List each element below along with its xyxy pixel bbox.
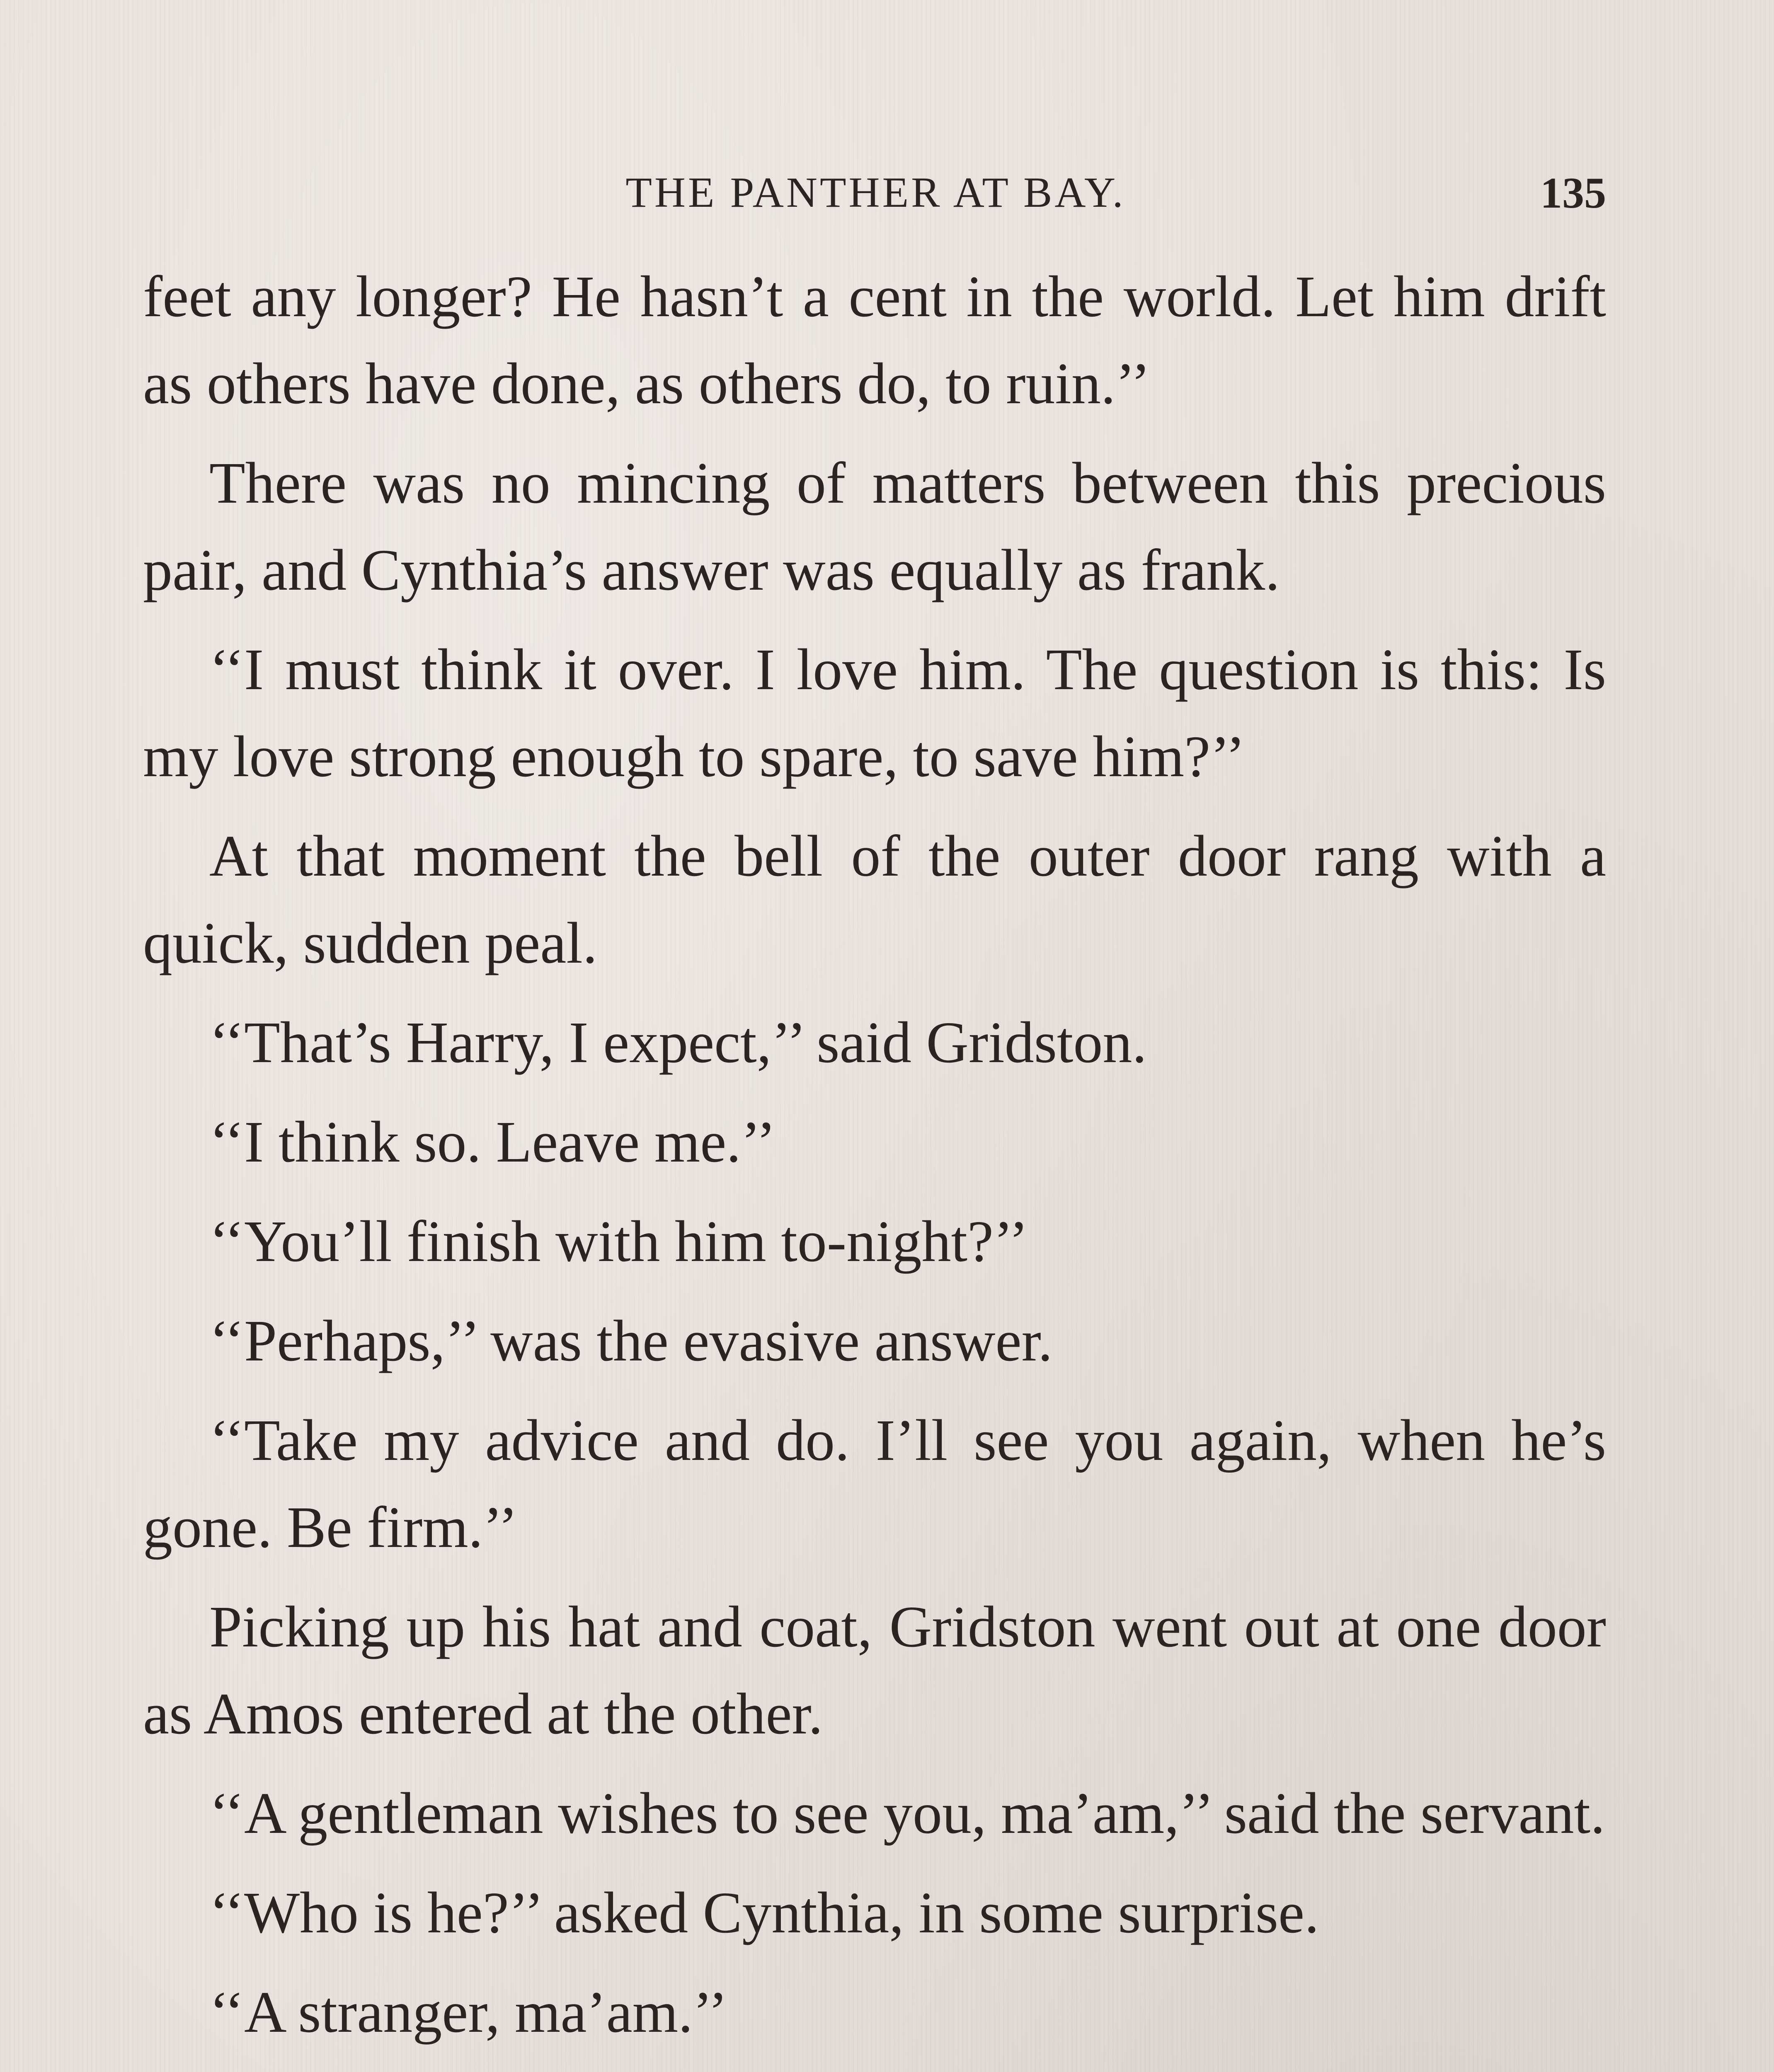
paragraph: feet any longer? He hasn’t a cent in the world. Let him drift as others have done, as others do, to ruin.’’ — [143, 264, 1606, 416]
paragraph: ‘‘Who is he?’’ asked Cynthia, in some surprise. — [209, 1880, 1319, 1945]
paragraph: At that moment the bell of the outer door rang with a quick, sudden peal. — [143, 823, 1606, 975]
paragraph: There was no mincing of matters between this precious pair, and Cynthia’s answer was equally as frank. — [143, 450, 1606, 603]
paragraph: ‘‘Perhaps,’’ was the evasive answer. — [209, 1308, 1053, 1373]
paragraph: ‘‘I think so. Leave me.’’ — [209, 1109, 776, 1174]
page-header — [145, 168, 1606, 226]
paragraph: ‘‘You’ll finish with him to-night?’’ — [209, 1208, 1029, 1274]
paragraph: ‘‘That’s Harry, I expect,’’ said Gridston. — [209, 1009, 1147, 1075]
paragraph — [143, 2068, 1606, 2072]
paragraph: Picking up his hat and coat, Gridston went out at one door as Amos entered at the other. — [143, 1594, 1606, 1746]
paragraph: ‘‘I must think it over. I love him. The question is this: Is my love strong enough to spare, to save him?’’ — [143, 637, 1606, 789]
page-number: 135 — [1540, 169, 1606, 217]
paragraph: ‘‘Take my advice and do. I’ll see you again, when he’s gone. Be firm.’’ — [143, 1407, 1606, 1560]
body-text — [143, 253, 1606, 2072]
running-head: THE PANTHER AT BAY. — [625, 169, 1126, 216]
paragraph: ‘‘A gentleman wishes to see you, ma’am,’’ said the servant. — [209, 1780, 1605, 1846]
paragraph: ‘‘A stranger, ma’am.’’ — [209, 1979, 728, 2045]
